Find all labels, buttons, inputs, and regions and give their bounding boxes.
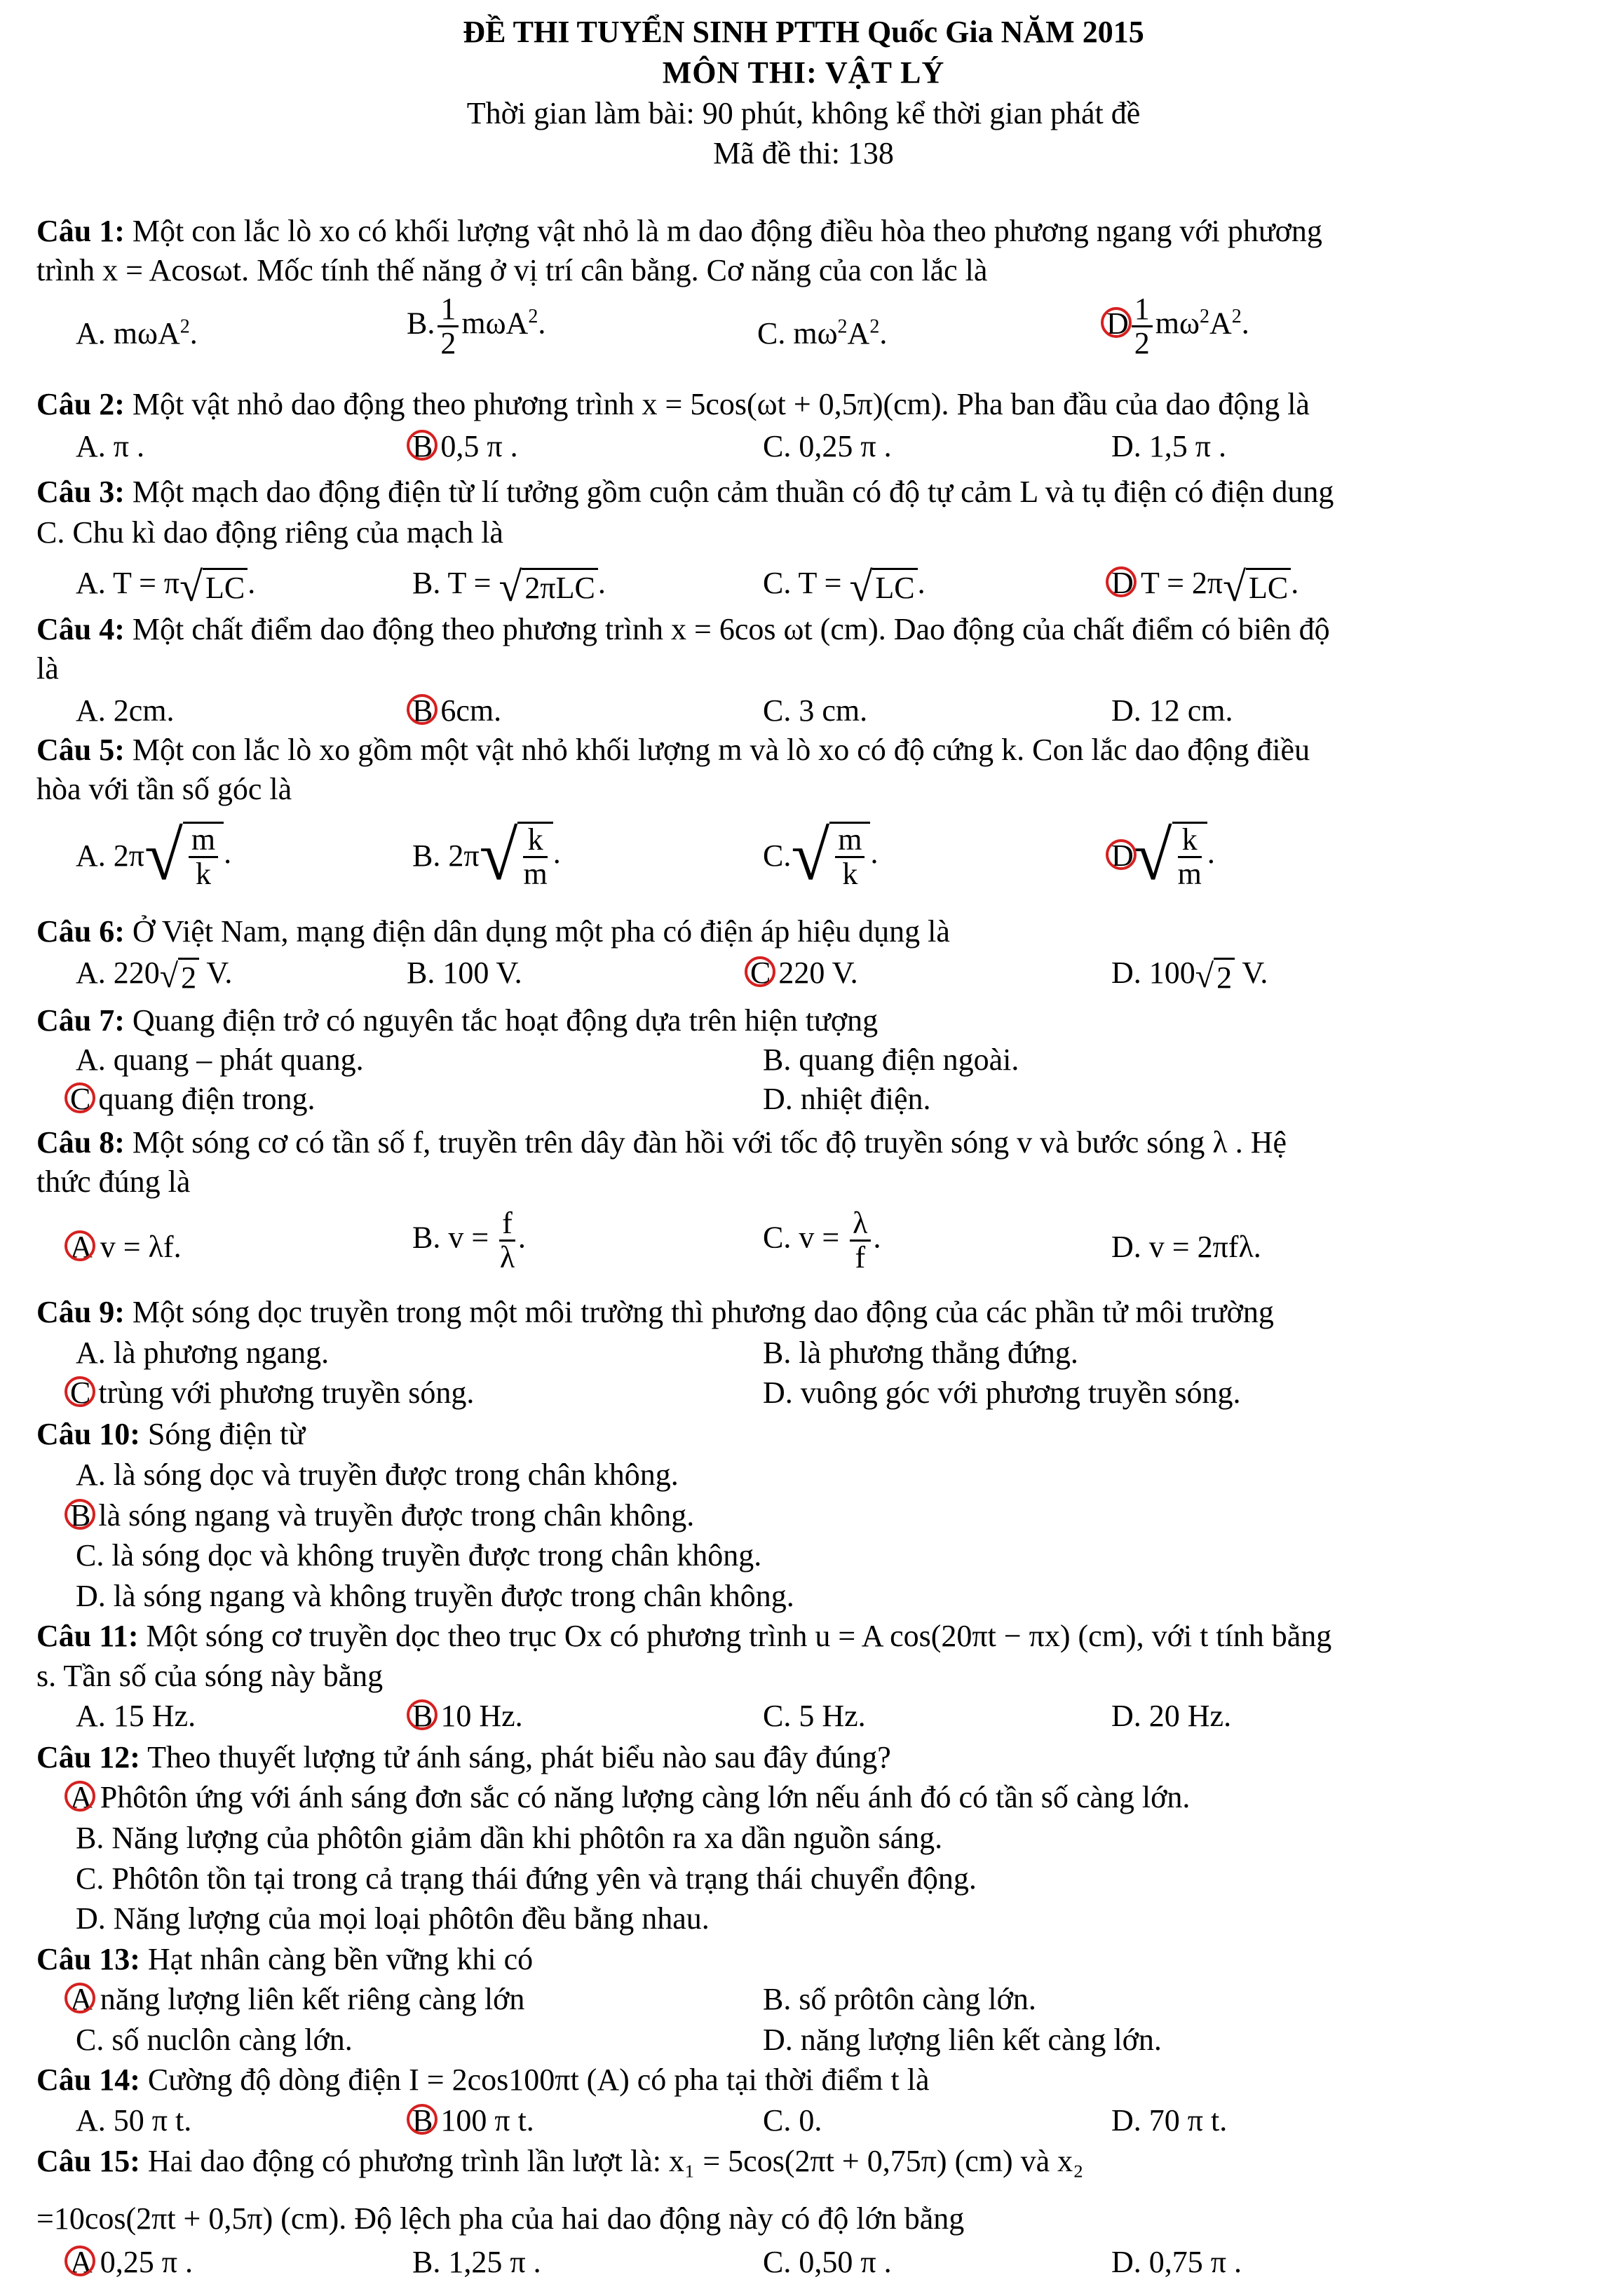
question-label: Câu 3: — [36, 475, 125, 509]
option-d[interactable]: D. v = 2πfλ. — [1111, 1230, 1261, 1264]
fraction: $\frac{f}{\lambda}$ — [499, 1206, 515, 1275]
question-text: Ở Việt Nam, mạng điện dân dụng một pha có điện áp hiệu dụng là — [124, 914, 950, 949]
selected-answer-marker: B — [412, 429, 433, 463]
option-a[interactable]: A. 220√2 V. — [76, 956, 233, 996]
question-label: Câu 14: — [36, 2063, 140, 2097]
question-14 — [36, 2062, 929, 2098]
question-11-line2: s. Tần số của sóng này bằng — [36, 1659, 384, 1693]
option-a[interactable]: A. 50 π t. — [76, 2103, 192, 2138]
option-c[interactable]: C 220 V. — [750, 956, 858, 990]
option-c[interactable]: C. là sóng dọc và không truyền được trong chân không. — [76, 1538, 762, 1572]
option-b[interactable]: B 100 π t. — [412, 2103, 534, 2138]
exam-subject: MÔN THI: VẬT LÝ — [662, 55, 945, 90]
question-text: Hạt nhân càng bền vững khi có — [140, 1942, 534, 1976]
question-label: Câu 13: — [36, 1942, 140, 1976]
option-b[interactable]: B. v = $\frac{f}{\lambda}$ . — [412, 1206, 526, 1275]
option-d[interactable]: D√ $\frac{k}{m}$ . — [1111, 817, 1215, 895]
question-label: Câu 1: — [36, 214, 125, 248]
question-6 — [36, 913, 950, 950]
option-d[interactable]: D. 70 π t. — [1111, 2103, 1228, 2138]
question-text: Cường độ dòng điện I = 2cos100πt (A) có pha tại thời điểm t là — [140, 2063, 930, 2097]
option-b[interactable]: B 0,5 π . — [412, 429, 518, 463]
option-a[interactable]: A năng lượng liên kết riêng càng lớn — [70, 1982, 525, 2016]
question-label: Câu 4: — [36, 612, 125, 646]
question-text: Một con lắc lò xo gồm một vật nhỏ khối lượng m và lò xo có độ cứng k. Con lắc dao động điều — [124, 733, 1310, 767]
option-d[interactable]: D. 12 cm. — [1111, 693, 1233, 728]
selected-answer-marker: B — [412, 693, 433, 728]
option-a[interactable]: A. T = π√LC. — [76, 564, 256, 611]
selected-answer-marker: C — [70, 1375, 91, 1410]
option-b[interactable]: B là sóng ngang và truyền được trong chân không. — [70, 1498, 695, 1533]
option-a[interactable]: A. quang – phát quang. — [76, 1042, 364, 1077]
option-d[interactable]: D. 0,75 π . — [1111, 2245, 1242, 2279]
square-root: √LC — [179, 566, 248, 606]
question-15-line2: =10cos(2πt + 0,5π) (cm). Độ lệch pha của hai dao động này có độ lớn bằng — [36, 2201, 965, 2236]
square-root: √2 — [160, 956, 199, 996]
selected-answer-marker: D — [1111, 566, 1134, 600]
square-root: √ $\frac{m}{k}$ — [144, 822, 224, 890]
question-8-line2: thức đúng là — [36, 1164, 191, 1199]
option-b[interactable]: B. là phương thẳng đứng. — [763, 1336, 1078, 1370]
fraction: $\frac{1}{2}$ — [1132, 293, 1153, 360]
option-a[interactable]: A. mωA$^2$. — [76, 315, 198, 351]
selected-answer-marker: C — [750, 956, 771, 990]
option-b[interactable]: B. số prôtôn càng lớn. — [763, 1982, 1036, 2016]
selected-answer-marker: B — [412, 1699, 433, 1733]
question-text: Hai dao động có phương trình lần lượt là: x₁ = 5cos(2πt + 0,75π) (cm) và x₂ — [140, 2144, 1084, 2178]
question-9 — [36, 1294, 1274, 1331]
square-root: √2 — [1195, 956, 1235, 996]
option-a[interactable]: A. 2cm. — [76, 693, 175, 728]
question-4 — [36, 611, 1330, 648]
fraction: $\frac{1}{2}$ — [438, 293, 459, 360]
option-c[interactable]: C. 5 Hz. — [763, 1699, 866, 1733]
question-label: Câu 8: — [36, 1125, 125, 1160]
question-label: Câu 7: — [36, 1003, 125, 1038]
option-c[interactable]: C. số nuclôn càng lớn. — [76, 2023, 353, 2057]
fraction: $\frac{\lambda}{f}$ — [850, 1207, 870, 1274]
question-1-line2: trình x = Acosωt. Mốc tính thế năng ở vị trí cân bằng. Cơ năng của con lắc là — [36, 253, 988, 287]
option-d[interactable]: D. 100√2 V. — [1111, 956, 1268, 996]
question-4-line2: là — [36, 651, 59, 686]
option-b[interactable]: B. 1,25 π . — [412, 2245, 541, 2279]
question-8 — [36, 1125, 1287, 1161]
option-b[interactable]: B. 2π√ $\frac{k}{m}$ . — [412, 817, 561, 895]
option-b[interactable]: B 6cm. — [412, 693, 502, 728]
question-3-line2: C. Chu kì dao động riêng của mạch là — [36, 515, 503, 550]
selected-answer-marker: A — [70, 1982, 93, 2016]
question-label: Câu 11: — [36, 1619, 139, 1653]
question-text: Một sóng cơ truyền dọc theo trục Ox có phương trình u = A cos(20πt − πx) (cm), với t tính bằng — [138, 1619, 1332, 1653]
option-b[interactable]: B. T = √2πLC. — [412, 564, 606, 611]
question-12 — [36, 1739, 891, 1776]
exam-time: Thời gian làm bài: 90 phút, không kể thời gian phát đề — [466, 96, 1141, 130]
question-text: Một con lắc lò xo có khối lượng vật nhỏ là m dao động điều hòa theo phương ngang với phương — [124, 214, 1322, 248]
question-7 — [36, 1003, 878, 1039]
option-a[interactable]: A v = λf. — [70, 1230, 182, 1264]
question-label: Câu 15: — [36, 2144, 140, 2178]
question-text: Sóng điện từ — [140, 1417, 306, 1451]
option-b[interactable]: B. quang điện ngoài. — [763, 1042, 1019, 1077]
square-root: √LC — [1223, 566, 1291, 606]
question-3 — [36, 474, 1334, 510]
option-c[interactable]: C. 0,25 π . — [763, 429, 892, 463]
question-text: Một sóng dọc truyền trong một môi trường thì phương dao động của các phần tử môi trường — [124, 1295, 1274, 1329]
option-c[interactable]: C.√ $\frac{m}{k}$ . — [763, 817, 879, 895]
option-d[interactable]: D. nhiệt điện. — [763, 1082, 931, 1116]
square-root: √ $\frac{k}{m}$ — [480, 822, 553, 890]
question-2 — [36, 386, 1310, 423]
option-d[interactable]: D. 20 Hz. — [1111, 1699, 1232, 1733]
option-d[interactable]: D. năng lượng liên kết càng lớn. — [763, 2023, 1162, 2057]
option-d[interactable]: D T = 2π√LC. — [1111, 564, 1299, 611]
selected-answer-marker: C — [70, 1082, 91, 1116]
question-text: Một vật nhỏ dao động theo phương trình x = 5cos(ωt + 0,5π)(cm). Pha ban đầu của dao động là — [124, 387, 1310, 421]
option-c[interactable]: C. T = √LC. — [763, 564, 925, 611]
option-d[interactable]: D. Năng lượng của mọi loại phôtôn đều bằng nhau. — [76, 1901, 710, 1936]
option-a[interactable]: A. 15 Hz. — [76, 1699, 196, 1733]
question-1 — [36, 213, 1322, 250]
option-c[interactable]: C. 0. — [763, 2103, 822, 2138]
question-text: Một mạch dao động điện từ lí tưởng gồm cuộn cảm thuần có độ tự cảm L và tụ điện có điện dung — [124, 475, 1334, 509]
question-text: Một sóng cơ có tần số f, truyền trên dây đàn hồi với tốc độ truyền sóng v và bước sóng λ . Hệ — [124, 1125, 1287, 1160]
question-15 — [36, 2143, 1084, 2180]
option-a[interactable]: A. là phương ngang. — [76, 1336, 330, 1370]
question-5-line2: hòa với tần số góc là — [36, 772, 292, 806]
question-label: Câu 2: — [36, 387, 125, 421]
question-label: Câu 5: — [36, 733, 125, 767]
exam-code: Mã đề thi: 138 — [713, 136, 894, 170]
option-b[interactable]: B. 100 V. — [407, 956, 522, 990]
option-a[interactable]: A. 2π√ $\frac{m}{k}$ . — [76, 817, 232, 895]
option-c[interactable]: C. v = $\frac{\lambda}{f}$ . — [763, 1206, 881, 1275]
square-root: √LC — [849, 566, 917, 606]
question-10 — [36, 1416, 305, 1453]
question-label: Câu 10: — [36, 1417, 140, 1451]
question-text: Quang điện trở có nguyên tắc hoạt động dựa trên hiện tượng — [124, 1003, 879, 1038]
option-c[interactable]: C quang điện trong. — [70, 1082, 316, 1116]
option-c[interactable]: C. 0,50 π . — [763, 2245, 892, 2279]
option-c[interactable]: C. 3 cm. — [763, 693, 868, 728]
square-root: √ $\frac{m}{k}$ — [791, 822, 870, 890]
question-label: Câu 9: — [36, 1295, 125, 1329]
option-b[interactable]: B. Năng lượng của phôtôn giảm dần khi phôtôn ra xa dần nguồn sáng. — [76, 1821, 943, 1855]
option-d[interactable]: D. vuông góc với phương truyền sóng. — [763, 1375, 1241, 1410]
question-text: Một chất điểm dao động theo phương trình x = 6cos ωt (cm). Dao động của chất điểm có biên độ — [124, 612, 1330, 646]
square-root: √ $\frac{k}{m}$ — [1134, 822, 1207, 890]
option-a[interactable]: A 0,25 π . — [70, 2245, 193, 2279]
selected-answer-marker: B — [70, 1498, 91, 1533]
exam-title: ĐỀ THI TUYỂN SINH PTTH Quốc Gia NĂM 2015 — [463, 15, 1144, 49]
option-d[interactable]: D. là sóng ngang và không truyền được trong chân không. — [76, 1579, 794, 1613]
option-d[interactable]: D. 1,5 π . — [1111, 429, 1226, 463]
selected-answer-marker: A — [70, 1230, 93, 1264]
option-d[interactable]: D $\frac{1}{2}$ $m\omega^2A^2$. — [1106, 292, 1249, 360]
square-root: √2πLC — [499, 566, 597, 606]
question-label: Câu 12: — [36, 1740, 140, 1774]
option-a[interactable]: A. là sóng dọc và truyền được trong chân không. — [76, 1458, 679, 1492]
option-b[interactable]: B 10 Hz. — [412, 1699, 523, 1733]
selected-answer-marker: D — [1106, 306, 1129, 341]
question-11 — [36, 1618, 1331, 1655]
question-5 — [36, 732, 1310, 768]
selected-answer-marker: A — [70, 1780, 93, 1814]
option-c[interactable]: C. Phôtôn tồn tại trong cả trạng thái đứng yên và trạng thái chuyển động. — [76, 1861, 977, 1896]
selected-answer-marker: A — [70, 2245, 93, 2279]
question-13 — [36, 1941, 533, 1978]
selected-answer-marker: D — [1111, 838, 1134, 873]
selected-answer-marker: B — [412, 2103, 433, 2138]
option-b[interactable]: B. $\frac{1}{2}$ mωA$^2$. — [407, 292, 546, 360]
question-text: Theo thuyết lượng tử ánh sáng, phát biểu nào sau đây đúng? — [140, 1740, 891, 1774]
option-c[interactable]: C. $m\omega^2A^2$. — [757, 315, 888, 351]
option-a[interactable]: A. π . — [76, 429, 144, 463]
question-label: Câu 6: — [36, 914, 125, 949]
option-a[interactable]: A Phôtôn ứng với ánh sáng đơn sắc có năng lượng càng lớn nếu ánh đó có tần số càng lớn. — [70, 1780, 1191, 1814]
option-c[interactable]: C trùng với phương truyền sóng. — [70, 1375, 475, 1410]
